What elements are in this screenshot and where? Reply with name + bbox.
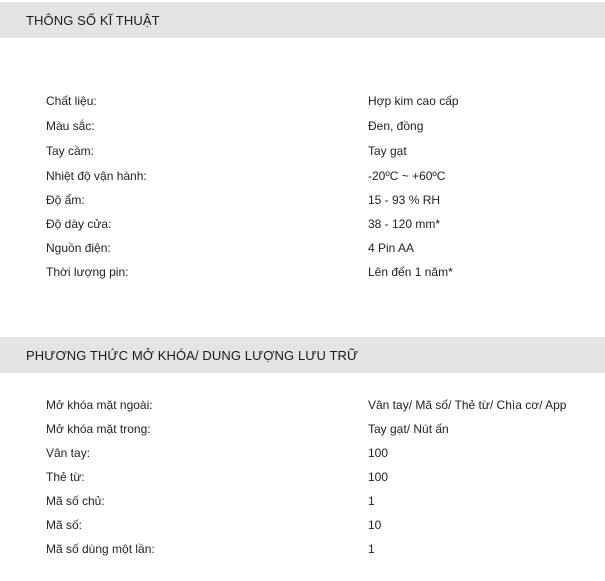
- specs-section-header: [0, 2, 605, 38]
- spec-label: Mở khóa mặt ngoài:: [46, 398, 153, 412]
- unlock-section-header: [0, 337, 605, 373]
- spec-label: Mở khóa mặt trong:: [46, 422, 151, 436]
- spec-row-handle: [0, 141, 605, 161]
- spec-row-inside-unlock: [0, 419, 605, 439]
- spec-row-material: [0, 91, 605, 111]
- spec-row-color: [0, 116, 605, 136]
- spec-label: Mã số dùng một lần:: [46, 542, 155, 556]
- spec-row-fingerprint: [0, 443, 605, 463]
- spec-value: Tay gạt: [368, 144, 407, 158]
- spec-row-door-thickness: [0, 214, 605, 234]
- spec-label: Mã số:: [46, 518, 83, 532]
- spec-value: 4 Pin AA: [368, 241, 415, 255]
- spec-row-temperature: [0, 166, 605, 186]
- spec-value: -20ºC ~ +60ºC: [368, 169, 446, 183]
- spec-value: Lên đến 1 năm*: [368, 265, 453, 279]
- spec-label: Màu sắc:: [46, 119, 95, 133]
- spec-row-code: [0, 515, 605, 535]
- spec-value: Vân tay/ Mã số/ Thẻ từ/ Chìa cơ/ App: [368, 398, 567, 412]
- unlock-section-title: PHƯƠNG THỨC MỞ KHÓA/ DUNG LƯỢNG LƯU TRỮ: [26, 347, 359, 363]
- spec-label: Độ ẩm:: [46, 193, 85, 207]
- spec-label: Thời lượng pin:: [46, 265, 129, 279]
- spec-value: 1: [368, 542, 375, 556]
- spec-label: Thẻ từ:: [46, 470, 85, 484]
- spec-value: 1: [368, 494, 375, 508]
- spec-row-one-time-code: [0, 539, 605, 559]
- spec-value: Hợp kim cao cấp: [368, 94, 459, 108]
- spec-value: 15 - 93 % RH: [368, 193, 441, 207]
- spec-label: Nhiệt độ vận hành:: [46, 169, 147, 183]
- spec-row-card: [0, 467, 605, 487]
- spec-row-humidity: [0, 190, 605, 210]
- spec-value: 38 - 120 mm*: [368, 217, 441, 231]
- spec-label: Tay cầm:: [46, 144, 95, 158]
- specs-section-title: THÔNG SỐ KĨ THUẬT: [26, 12, 160, 28]
- spec-value: Đen, đồng: [368, 119, 424, 133]
- spec-row-power: [0, 238, 605, 258]
- spec-label: Độ dày cửa:: [46, 217, 112, 231]
- spec-label: Chất liệu:: [46, 94, 97, 108]
- spec-value: 10: [368, 518, 382, 532]
- spec-row-battery-life: [0, 262, 605, 282]
- spec-label: Nguồn điện:: [46, 241, 111, 255]
- spec-value: 100: [368, 470, 389, 484]
- spec-row-outside-unlock: [0, 395, 605, 415]
- spec-value: 100: [368, 446, 389, 460]
- spec-label: Mã số chủ:: [46, 494, 105, 508]
- spec-value: Tay gạt/ Nút ấn: [368, 422, 449, 436]
- spec-label: Vân tay:: [46, 446, 91, 460]
- spec-row-master-code: [0, 491, 605, 511]
